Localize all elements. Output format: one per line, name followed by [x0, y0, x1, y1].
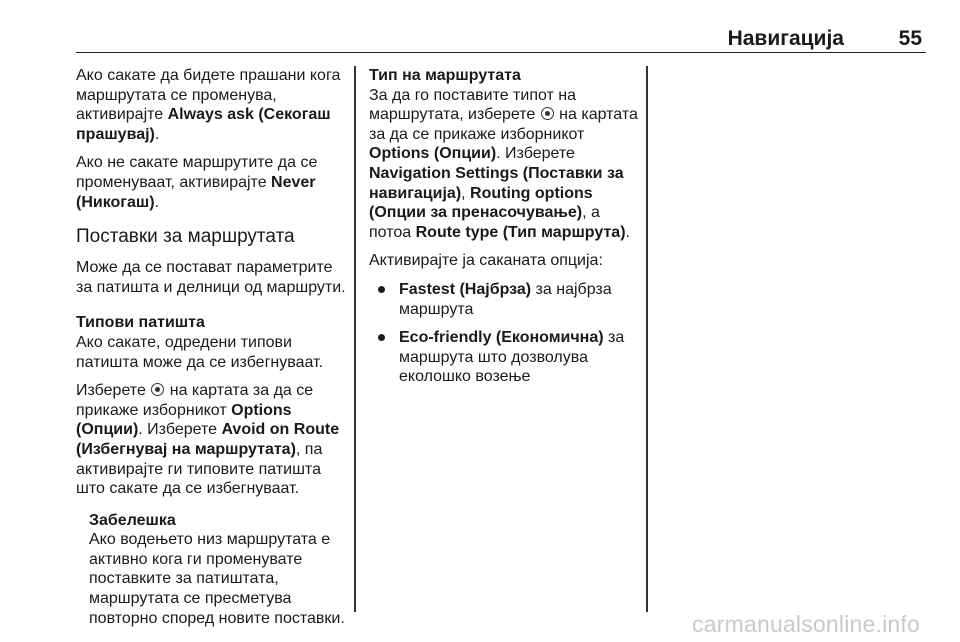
note-box [89, 511, 346, 629]
right-column [369, 66, 644, 396]
gear-icon [151, 383, 164, 396]
bullet-icon [378, 286, 385, 293]
column-divider [354, 66, 356, 612]
note-text: Ако водењето низ маршрутата е активно кога ги променувате поставките за патиштата, маршрутата се пресметува повторно според новите поставки. [89, 531, 345, 627]
paragraph-route-type-instructions: За да го поставите типот на маршрутата, изберете на картата за да се прикаже изборникот Options (Опции). Изберете Navigation Settings (Поставки за навигација), Routing options (Опции за пренасочување), а потоа Route type (Тип маршрута). [369, 86, 638, 241]
list-item: Fastest (Најбрза) за најбрза маршрута [369, 280, 644, 319]
subheading-road-types: Типови патишта [76, 314, 205, 332]
chapter-title: Навигација [727, 27, 844, 50]
watermark: carmanualsonline.info [692, 611, 920, 637]
note-title: Забелешка [89, 511, 176, 529]
paragraph-never: Ако не сакате маршрутите да се променуваат, активирајте Never (Никогаш). [76, 154, 318, 211]
list-item: Eco-friendly (Економична) за маршрута што дозволува еколошко возење [369, 328, 644, 387]
paragraph-always-ask: Ако сакате да бидете прашани кога маршрутата се променува, активирајте Always ask (Секогаш прашувај). [76, 67, 341, 143]
paragraph-activate-option: Активирајте ја саканата опција: [369, 252, 603, 270]
route-type-options [369, 280, 644, 387]
left-column [76, 66, 346, 628]
paragraph-avoid-instructions: Изберете на картата за да се прикаже изборникот Options (Опции). Изберете Avoid on Route (Избегнувај на маршрутата), па активирајте ги типовите патишта што сакате да се избегнуваат. [76, 382, 340, 498]
page-header [76, 26, 926, 53]
option-never: Never (Никогаш) [76, 173, 316, 211]
column-divider [646, 66, 648, 612]
option-always-ask: Always ask (Секогаш прашувај) [76, 106, 331, 143]
gear-icon [541, 107, 554, 120]
paragraph-route-params: Може да се постават параметрите за патишта и делници од маршрути. [76, 259, 346, 296]
subheading-route-type: Тип на маршрутата [369, 67, 521, 84]
bullet-icon [378, 334, 385, 341]
page-number: 55 [898, 27, 922, 50]
section-heading-route-settings: Поставки за маршрутата [76, 226, 295, 248]
paragraph-avoid-roads: Ако сакате, одредени типови патишта може да се избегнуваат. [76, 333, 324, 371]
